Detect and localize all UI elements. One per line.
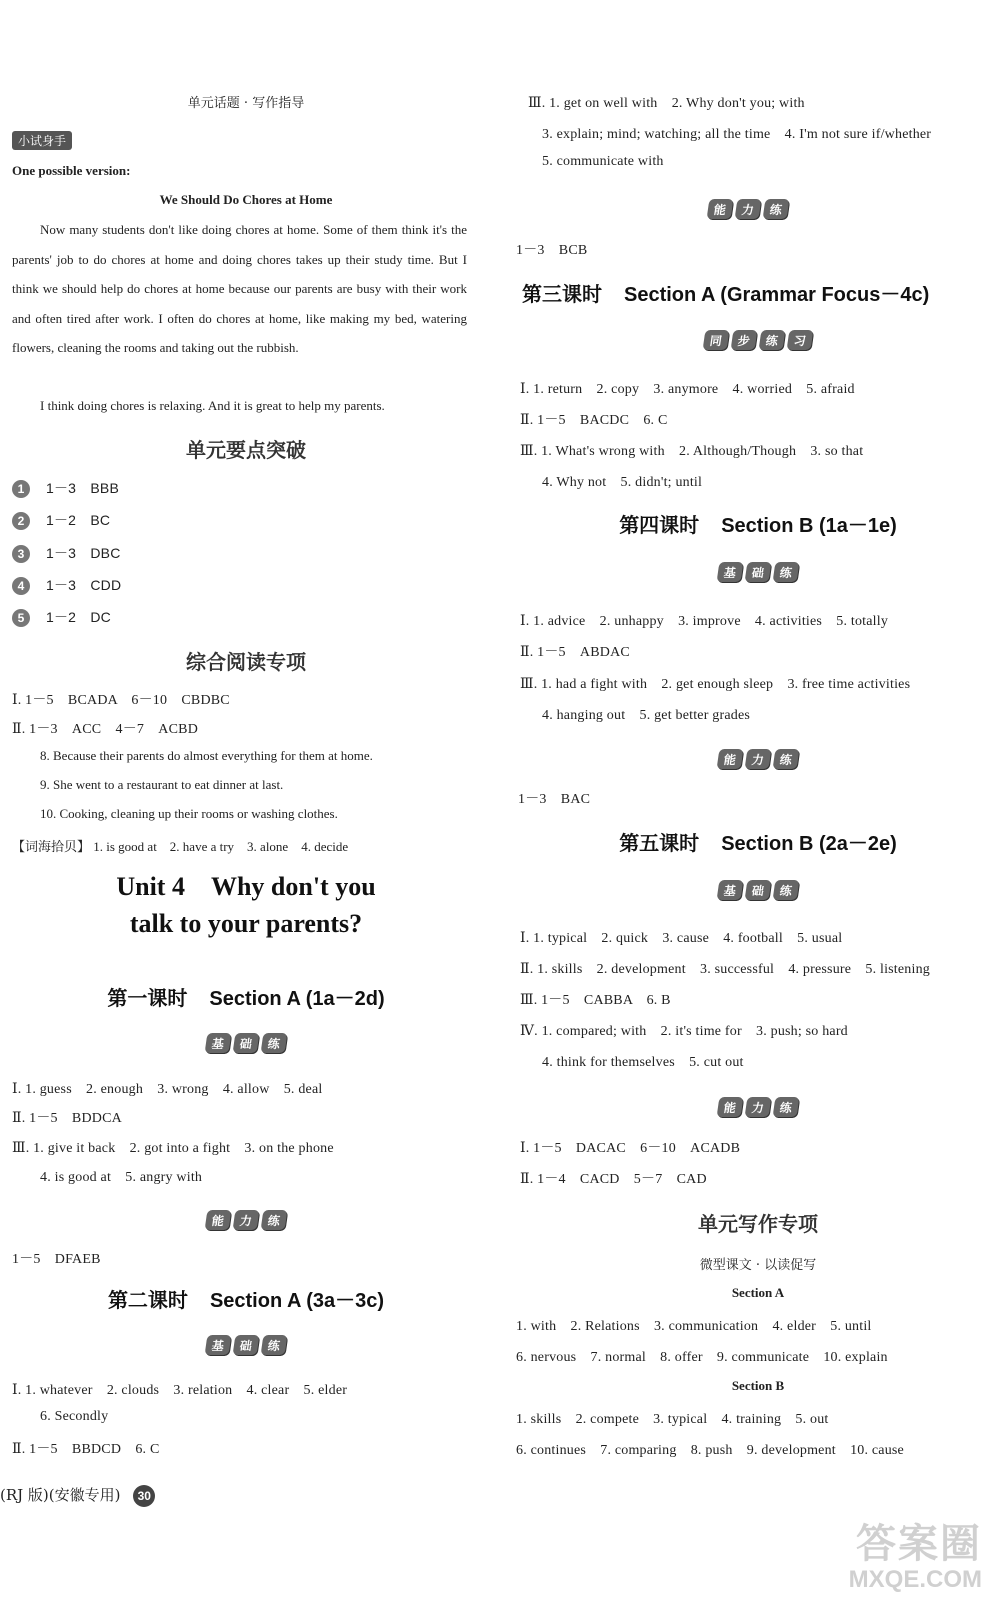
practice-badge-char: 能 (205, 1210, 232, 1230)
practice-badge-char: 力 (745, 1097, 772, 1117)
ability-practice-badge (528, 749, 988, 769)
practice-badge-char: 同 (703, 330, 730, 350)
lesson-2-heading: 第二课时 Section A (3a－3c) (107, 1288, 385, 1312)
lesson-1-heading: 第一课时 Section A (1a－2d) (107, 986, 385, 1010)
unit-title-line-2: talk to your parents? (129, 909, 363, 938)
answer-line: 6. Secondly (40, 1409, 109, 1424)
answer-line: 1. with 2. Relations 3. communication 4. elder 5. until (516, 1319, 872, 1334)
practice-badge-char: 练 (261, 1335, 288, 1355)
practice-badge-char: 础 (233, 1335, 260, 1355)
word-review-line: 【词海拾贝】 1. is good at 2. have a try 3. alone 4. decide (12, 839, 349, 854)
writing-subtitle: 微型课文 · 以读促写 (699, 1258, 817, 1273)
answer-line: Ⅱ. 1－5 BBDCD 6. C (12, 1442, 160, 1457)
key-point-2: 2 1－2 BC (12, 510, 110, 530)
answer-line: Ⅳ. 1. compared; with 2. it's time for 3. push; so hard (520, 1024, 848, 1039)
answer-line: Ⅲ. 1. give it back 2. got into a fight 3. on the phone (12, 1141, 334, 1156)
answer-line: 4. hanging out 5. get better grades (542, 708, 751, 723)
section-a-label: Section A (731, 1285, 785, 1300)
page-footer: (RJ 版)(安徽专用) 30 (0, 1484, 155, 1507)
basic-practice-badge (12, 1335, 480, 1355)
practice-badge-char: 力 (233, 1210, 260, 1230)
practice-badge-char: 练 (261, 1210, 288, 1230)
answer-line: 4. Why not 5. didn't; until (542, 475, 703, 490)
answer-line: Ⅱ. 1－5 BACDC 6. C (520, 413, 668, 428)
answer-line: 1－5 DFAEB (12, 1252, 101, 1267)
lesson-4-heading: 第四课时 Section B (1a－1e) (619, 513, 897, 537)
reading-line: 9. She went to a restaurant to eat dinner at last. (40, 777, 284, 792)
basic-practice-badge (528, 562, 988, 582)
key-points-title: 单元要点突破 (186, 438, 306, 462)
answer-line: Ⅲ. 1. had a fight with 2. get enough sleep 3. free time activities (520, 677, 911, 692)
answer-line: Ⅰ. 1. whatever 2. clouds 3. relation 4. clear 5. elder (12, 1383, 348, 1398)
practice-badge-char: 础 (233, 1033, 260, 1053)
version-label: One possible version: (12, 163, 131, 178)
page-number: 30 (133, 1485, 155, 1507)
answer-line: Ⅱ. 1－5 BDDCA (12, 1111, 122, 1126)
practice-badge-char: 能 (707, 199, 734, 219)
answer-line: Ⅰ. 1. typical 2. quick 3. cause 4. football 5. usual (520, 931, 843, 946)
key-point-5: 5 1－2 DC (12, 607, 111, 627)
practice-badge-char: 基 (205, 1033, 232, 1053)
key-point-1: 1 1－3 BBB (12, 478, 119, 498)
essay-paragraph-1: Now many students don't like doing chores at home. Some of them think it's the parents' job to do chores at home and doing chores takes up their study time. But I think we should help do chores at home because our parents are busy with their work and often tired after work. I often do chores at home, like making my bed, watering flowers, cleaning the rooms and taking out the rubbish. (12, 222, 467, 355)
essay-paragraph-2: I think doing chores is relaxing. And it is great to help my parents. (40, 398, 385, 413)
practice-badge-char: 练 (773, 1097, 800, 1117)
practice-badge-char: 础 (745, 562, 772, 582)
key-point-3: 3 1－3 DBC (12, 543, 121, 563)
practice-badge-char: 基 (205, 1335, 232, 1355)
answer-line: Ⅰ. 1－5 DACAC 6－10 ACADB (520, 1141, 741, 1156)
practice-badge-char: 练 (763, 199, 790, 219)
answer-line: 4. is good at 5. angry with (40, 1170, 203, 1185)
practice-badge-char: 力 (735, 199, 762, 219)
writing-guide-header: 单元话题 · 写作指导 (187, 96, 305, 111)
practice-badge-char: 练 (773, 880, 800, 900)
unit-title-line-1: Unit 4 Why don't you (116, 872, 376, 901)
answer-line: 1. skills 2. compete 3. typical 4. training 5. out (516, 1412, 829, 1427)
reading-line: 10. Cooking, cleaning up their rooms or washing clothes. (40, 806, 338, 821)
ability-practice-badge (528, 1097, 988, 1117)
practice-badge-char: 练 (773, 562, 800, 582)
reading-line: Ⅱ. 1－3 ACC 4－7 ACBD (12, 722, 198, 737)
answer-line: 1－3 BCB (516, 243, 588, 258)
practice-badge-char: 练 (773, 749, 800, 769)
answer-line: Ⅲ. 1－5 CABBA 6. B (520, 993, 671, 1008)
answer-line: 5. communicate with (542, 154, 664, 169)
answer-line: Ⅲ. 1. What's wrong with 2. Although/Though 3. so that (520, 444, 864, 459)
ability-practice-badge (528, 199, 968, 219)
practice-badge-char: 础 (745, 880, 772, 900)
practice-badge-char: 力 (745, 749, 772, 769)
answer-line: 1－3 BAC (518, 792, 591, 807)
watermark-logo: 答案圈 MXQE.COM (848, 1521, 982, 1593)
writing-section-title: 单元写作专项 (698, 1212, 818, 1236)
answer-line: Ⅰ. 1. guess 2. enough 3. wrong 4. allow 5. deal (12, 1082, 323, 1097)
basic-practice-badge (528, 880, 988, 900)
reading-line: Ⅰ. 1－5 BCADA 6－10 CBDBC (12, 693, 230, 708)
ability-practice-badge (12, 1210, 480, 1230)
answer-line: Ⅱ. 1. skills 2. development 3. successful 4. pressure 5. listening (520, 962, 930, 977)
answer-line: 6. nervous 7. normal 8. offer 9. communicate 10. explain (516, 1350, 888, 1365)
practice-badge-char: 习 (787, 330, 814, 350)
answer-line: Ⅲ. 1. get on well with 2. Why don't you; with (528, 96, 805, 111)
answer-line: Ⅰ. 1. advice 2. unhappy 3. improve 4. activities 5. totally (520, 614, 889, 629)
practice-badge-char: 步 (731, 330, 758, 350)
answer-line: Ⅰ. 1. return 2. copy 3. anymore 4. worried 5. afraid (520, 382, 855, 397)
practice-badge-char: 能 (717, 1097, 744, 1117)
practice-badge-char: 练 (261, 1033, 288, 1053)
lesson-3-heading: 第三课时 Section A (Grammar Focus－4c) (522, 282, 930, 306)
practice-badge-char: 基 (717, 562, 744, 582)
sync-practice-badge (528, 330, 988, 350)
practice-badge-char: 能 (717, 749, 744, 769)
answer-line: Ⅱ. 1－4 CACD 5－7 CAD (520, 1172, 707, 1187)
reading-line: 8. Because their parents do almost everything for them at home. (40, 748, 373, 763)
reading-title: 综合阅读专项 (186, 650, 306, 674)
practice-tag: 小试身手 (12, 131, 72, 150)
practice-badge-char: 基 (717, 880, 744, 900)
lesson-5-heading: 第五课时 Section B (2a－2e) (619, 831, 897, 855)
answer-line: Ⅱ. 1－5 ABDAC (520, 645, 630, 660)
essay-title: We Should Do Chores at Home (159, 192, 333, 207)
practice-badge-char: 练 (759, 330, 786, 350)
answer-line: 4. think for themselves 5. cut out (542, 1055, 744, 1070)
basic-practice-badge (12, 1033, 480, 1053)
key-point-4: 4 1－3 CDD (12, 575, 121, 595)
section-b-label: Section B (731, 1378, 785, 1393)
answer-line: 6. continues 7. comparing 8. push 9. development 10. cause (516, 1443, 904, 1458)
answer-line: 3. explain; mind; watching; all the time 4. I'm not sure if/whether (542, 127, 932, 142)
